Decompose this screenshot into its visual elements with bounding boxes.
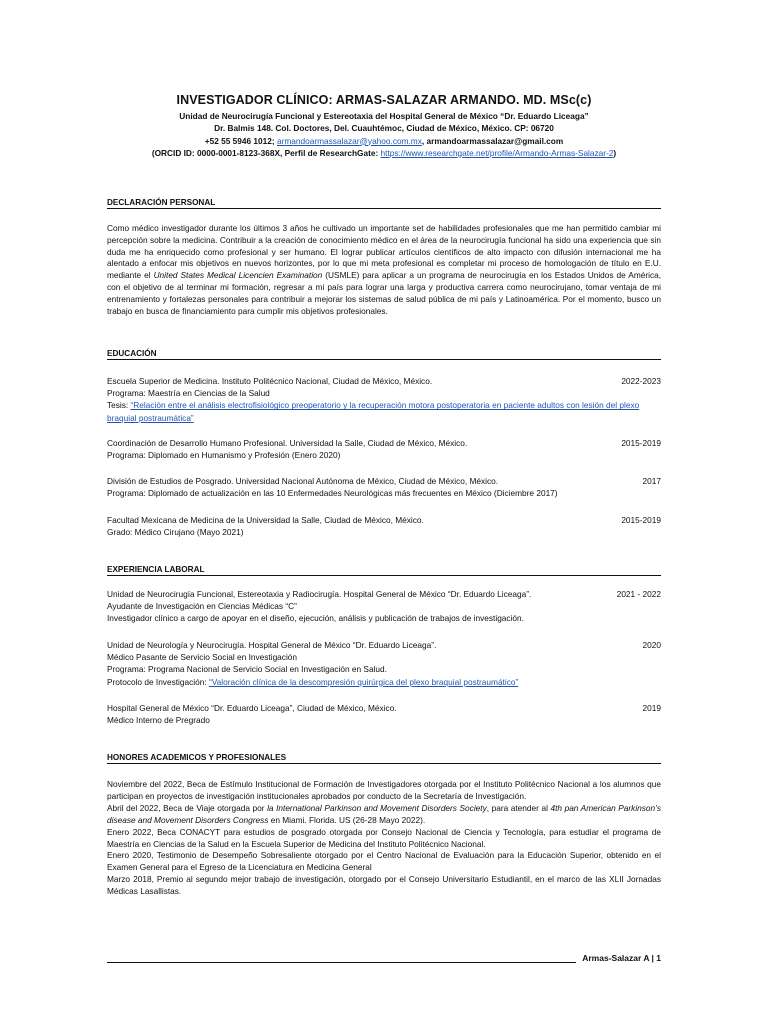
section-heading-personal: DECLARACIÓN PERSONAL [107,198,661,209]
honors-list [107,779,661,898]
experience-entry [107,588,661,625]
experience-role: Ayudante de Investigación en Ciencias Médicas “C” [107,601,297,612]
experience-place: Hospital General de México “Dr. Eduardo Liceaga”, Ciudad de México, México. [107,703,397,713]
experience-years: 2021 - 2022 [616,589,661,599]
researchgate-link[interactable]: https://www.researchgate.net/profile/Armando-Armas-Salazar-2 [380,147,614,158]
experience-place: Unidad de Neurología y Neurocirugía. Hospital General de México “Dr. Eduardo Liceaga”. [107,640,437,650]
education-institution: División de Estudios de Posgrado. Universidad Nacional Autónoma de México, Ciudad de México, México. [107,476,499,486]
education-program: Programa: Maestría en Ciencias de la Salud [107,388,270,399]
page-title: INVESTIGADOR CLÍNICO: ARMAS-SALAZAR ARMANDO. MD. MSc(c) [176,93,592,107]
footer-page-label: Armas-Salazar A | 1 [582,953,661,963]
section-heading-education: EDUCACIÓN [107,349,661,360]
honor-text: Abril del 2022, Beca de Viaje otorgada por [107,802,268,813]
section-heading-honors: HONORES ACADEMICOS Y PROFESIONALES [107,753,661,764]
unit-line: Unidad de Neurocirugía Funcional y Estereotaxia del Hospital General de México “Dr. Eduardo Liceaga” [179,111,589,121]
education-entry [107,437,661,461]
contact-line [0,135,768,147]
education-thesis [107,399,661,423]
honor-item: Enero 2020, Testimonio de Desempeño Sobresaliente otorgado por el Centro Nacional de Evaluación para la Educación Superior, obtenido en el Examen General para el Egreso de la Licenciatura en Medicina General [107,850,661,873]
honor-item: Noviembre del 2022, Beca de Estímulo Institucional de Formación de Investigadores otorgada por el Instituto Politécnico Nacional a los alumnos que participan en proyectos de investigación institucionales aprobados por conducto de la Secretaría de Investigación. [107,779,661,801]
experience-years: 2019 [642,703,661,713]
honor-item: Marzo 2018, Premio al segundo mejor trabajo de investigación, otorgado por el Consejo Universitario Estudiantil, en el marco de las XLII Jornadas Médicas Lasallistas. [107,874,661,897]
personal-statement [107,223,661,317]
education-program: Grado: Médico Cirujano (Mayo 2021) [107,527,244,538]
education-years: 2017 [642,476,661,486]
protocol-link[interactable]: “Valoración clínica de la descompresión quirúrgica del plexo braquial postraumático” [208,676,519,687]
cv-header [0,93,768,159]
usmle-name: United States Medical Licencien Examination [153,270,323,281]
honor-congress: 4th pan American Parkinson’s disease and Movement Disorders Congress [107,802,662,825]
experience-program: Programa: Programa Nacional de Servicio Social en Investigación en Salud. [107,664,387,675]
experience-role: Médico Interno de Pregrado [107,715,210,726]
section-heading-experience: EXPERIENCIA LABORAL [107,565,661,576]
education-years: 2015-2019 [621,515,661,525]
orcid-text: (ORCID ID: 0000-0001-8123-368X, Perfil de ResearchGate: [151,147,381,158]
phone-text: +52 55 5946 1012; [204,135,275,146]
education-entry [107,475,661,499]
protocol-label: Protocolo de Investigación: [107,676,209,687]
education-institution: Facultad Mexicana de Medicina de la Universidad la Salle, Ciudad de México, México. [107,515,424,525]
education-entry [107,514,661,538]
email-yahoo-link[interactable]: armandoarmassalazar@yahoo.com.mx [276,135,422,146]
personal-statement-part1: Como médico investigador durante los últimos 3 años he cultivado un importante set de habilidades profesionales que me han permitido cambiar mi percepción sobre la medicina. Contribuir a la creación de conocimiento médico en el área de la neurocirugía funcional ha sido una experiencia que sin duda me ha enriquecido como profesional y ser humano. El lograr publicar artículos científicos de alto impacto con difusión internacional me ha alentado a enfocar mis objetivos en nuevos horizontes, por lo que mi meta profesional es completar mi proceso de homologación de título en E.U. mediante el [107,223,661,281]
experience-entry [107,639,661,688]
experience-entry [107,702,661,726]
email-gmail-text: , armandoarmassalazar@gmail.com [421,135,564,146]
honor-item: Enero 2022, Beca CONACYT para estudios de posgrado otorgada por Consejo Nacional de Ciencia y Tecnología, para estudiar el programa de Maestría en Ciencias de la Salud en la Escuela Superior de Medicina del Instituto Politécnico Nacional. [107,826,661,849]
honor-item [107,803,661,827]
orcid-line [0,147,768,159]
orcid-close: ) [613,147,617,158]
footer-rule [107,952,576,963]
thesis-link[interactable]: “Relación entre el análisis electrofisiológico preoperatorio y la recuperación motora postoperatoria en paciente adultos con lesión del plexo braquial postraumática” [107,400,640,423]
honor-text: en Miami. Florida. US (26-28 Mayo 2022). [268,814,426,825]
page-footer [107,952,661,963]
education-program: Programa: Diplomado de actualización en las 10 Enfermedades Neurológicas más frecuentes en México (Diciembre 2017) [107,488,558,499]
thesis-label: Tesis: [107,400,131,411]
education-years: 2015-2019 [621,438,661,448]
experience-description: Investigador clínico a cargo de apoyar en el diseño, ejecución, análisis y publicación de trabajos de investigación. [107,613,524,624]
experience-role: Médico Pasante de Servicio Social en Investigación [107,652,298,663]
education-program: Programa: Diplomado en Humanismo y Profesión (Enero 2020) [107,450,341,461]
honor-text: , para atender al [486,802,551,813]
education-institution: Coordinación de Desarrollo Humano Profesional. Universidad la Salle, Ciudad de México, México. [107,438,468,448]
education-institution: Escuela Superior de Medicina. Instituto Politécnico Nacional, Ciudad de México, México. [107,376,433,386]
experience-years: 2020 [642,640,661,650]
honor-society: la International Parkinson and Movement Disorders Society [267,802,487,813]
experience-protocol [107,676,661,688]
education-entry [107,375,661,424]
personal-statement-part2: (USMLE) para aplicar a un programa de neurocirugía en los Estados Unidos de América, con el objetivo de al terminar mi formación, regresar a mi país para lograr una larga y productiva carrera como neurocirujano, tomar ventaja de mi entrenamiento y fortalezas personales para contribuir a mejorar los sistemas de salud pública de mi país y Latinoamérica. Por el momento, busco un trabajo en busca de financiamiento para cumplir mis objetivos profesionales. [107,270,662,316]
experience-place: Unidad de Neurocirugía Funcional, Estereotaxia y Radiocirugía. Hospital General de México “Dr. Eduardo Liceaga”. [107,589,532,599]
education-years: 2022-2023 [621,376,661,386]
address-line: Dr. Balmis 148. Col. Doctores, Del. Cuauhtémoc, Ciudad de México, México. CP: 06720 [214,123,554,134]
